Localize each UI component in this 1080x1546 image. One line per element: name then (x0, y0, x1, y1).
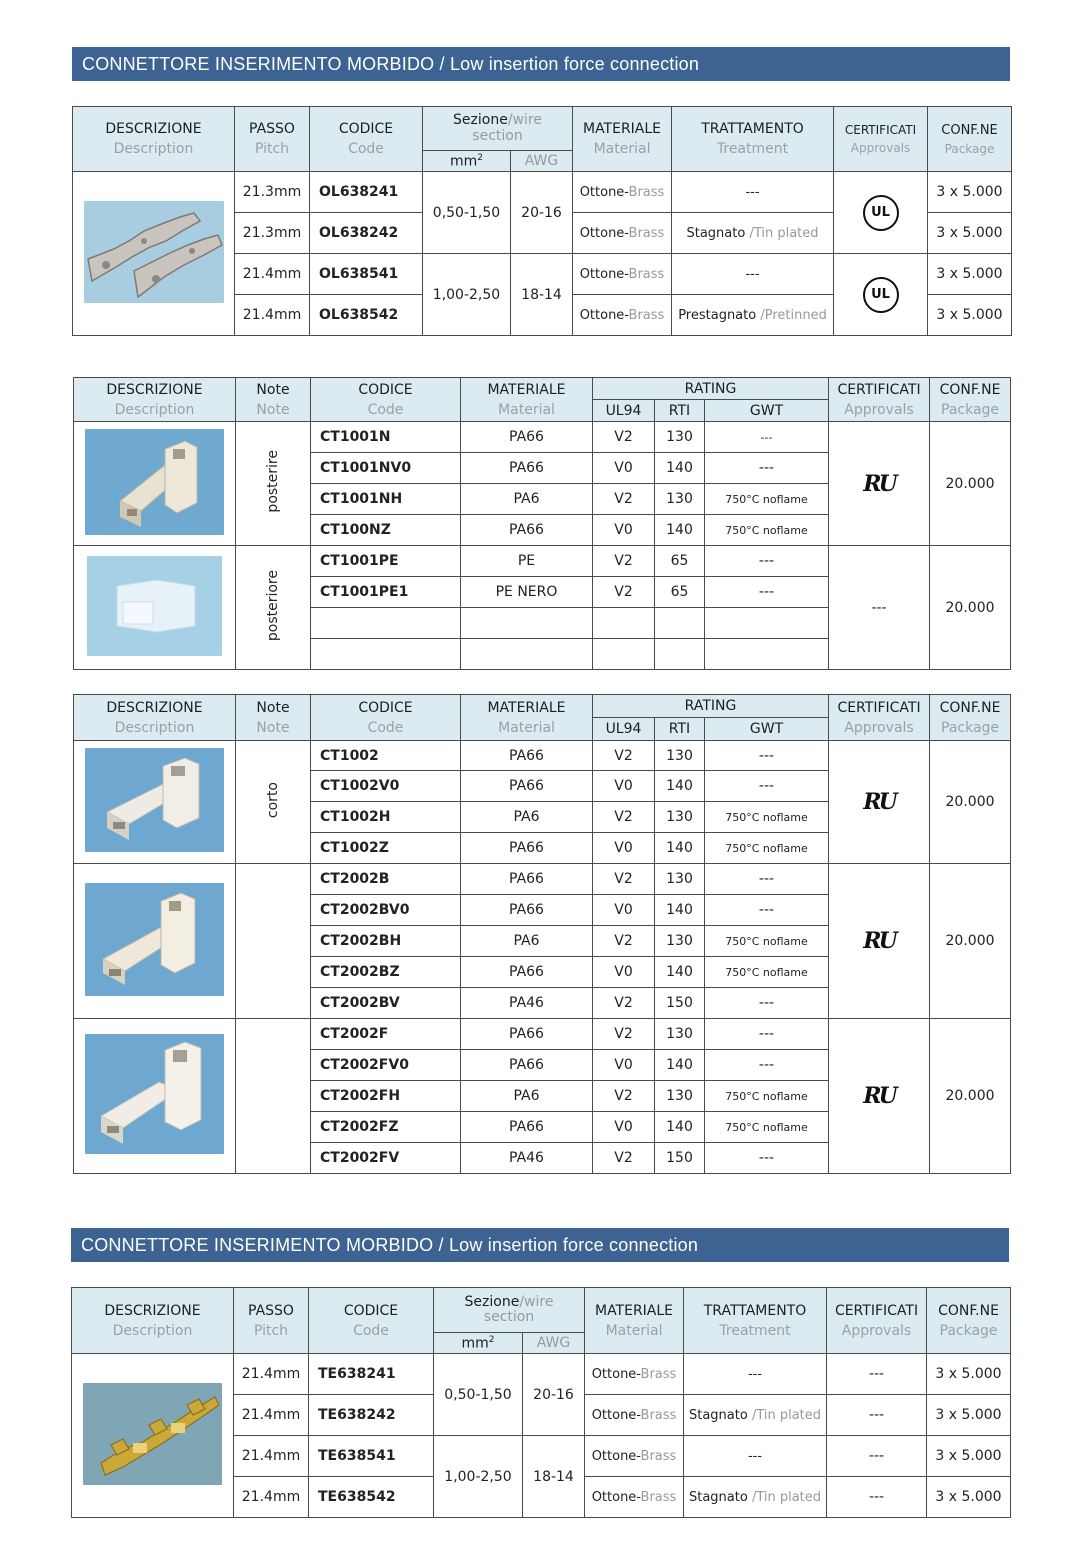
housing-photo-ct1001pe (87, 556, 222, 656)
col-header-description: DESCRIZIONE Description (74, 378, 236, 422)
rti-cell: 130 (655, 864, 705, 895)
col-header-awg: AWG (523, 1333, 585, 1354)
ul94-cell: V2 (593, 1019, 655, 1050)
code-cell: OL638242 (310, 213, 423, 254)
treatment-cell: Stagnato /Tin plated (672, 213, 834, 254)
pitch-cell: 21.4mm (234, 1477, 309, 1518)
ul94-cell: V2 (593, 422, 655, 453)
gwt-cell: 750°C noflame (705, 1112, 829, 1143)
material-cell: PA66 (461, 957, 593, 988)
code-cell: CT2002BZ (311, 957, 461, 988)
pitch-cell: 21.3mm (235, 213, 310, 254)
treatment-cell: --- (672, 172, 834, 213)
product-photo-cell (74, 741, 236, 864)
code-cell: CT2002BV0 (311, 895, 461, 926)
product-photo-cell (74, 864, 236, 1019)
rti-cell: 130 (655, 1081, 705, 1112)
rti-cell: 130 (655, 1019, 705, 1050)
code-cell: CT1002 (311, 741, 461, 771)
material-cell: PA66 (461, 895, 593, 926)
material-cell: PA6 (461, 802, 593, 833)
treatment-cell: --- (684, 1436, 827, 1477)
pitch-cell: 21.3mm (235, 172, 310, 213)
gwt-cell: --- (705, 741, 829, 771)
rti-cell: 130 (655, 802, 705, 833)
section-awg-cell: 20-16 (523, 1354, 585, 1436)
code-cell: CT1001PE1 (311, 577, 461, 608)
package-cell: 20.000 (930, 864, 1011, 1019)
col-header-code: CODICE Code (309, 1288, 434, 1354)
code-cell: CT1001NV0 (311, 453, 461, 484)
col-header-pitch: PASSO Pitch (234, 1288, 309, 1354)
code-cell: OL638541 (310, 254, 423, 295)
col-header-note: Note Note (236, 695, 311, 741)
col-header-approvals: CERTIFICATI Approvals (834, 107, 928, 172)
material-cell: Ottone-Brass (573, 254, 672, 295)
rti-cell: 140 (655, 833, 705, 864)
code-cell: CT2002B (311, 864, 461, 895)
ul94-cell: V2 (593, 577, 655, 608)
section-mm2-cell: 1,00-2,50 (434, 1436, 523, 1518)
housing-photo-ct2002b (85, 883, 224, 996)
material-cell: PA46 (461, 988, 593, 1019)
note-cell: corto (236, 741, 311, 864)
code-cell: CT2002FZ (311, 1112, 461, 1143)
col-header-material: MATERIALE Material (461, 695, 593, 741)
ul94-cell: V2 (593, 484, 655, 515)
ul-listed-logo-icon: UL (863, 195, 899, 231)
col-header-code: CODICE Code (311, 695, 461, 741)
ul94-cell: V2 (593, 864, 655, 895)
ur-recognized-logo-icon: RU (863, 1083, 895, 1109)
material-cell: Ottone-Brass (585, 1477, 684, 1518)
gwt-cell: --- (705, 422, 829, 453)
note-cell: posteriore (236, 546, 311, 670)
col-header-approvals: CERTIFICATI Approvals (827, 1288, 927, 1354)
rti-cell: 150 (655, 988, 705, 1019)
terminal-table-te (71, 1287, 1011, 1518)
ul94-cell: V0 (593, 1112, 655, 1143)
gwt-cell: --- (705, 577, 829, 608)
material-cell: PA66 (461, 422, 593, 453)
code-cell: CT1002Z (311, 833, 461, 864)
gwt-cell: 750°C noflame (705, 833, 829, 864)
empty-cell (461, 608, 593, 639)
col-header-note: Note Note (236, 378, 311, 422)
section-mm2-cell: 1,00-2,50 (423, 254, 511, 336)
material-cell: PA66 (461, 453, 593, 484)
code-cell: CT1002H (311, 802, 461, 833)
treatment-cell: Prestagnato /Pretinned (672, 295, 834, 336)
empty-cell (705, 608, 829, 639)
ul94-cell: V2 (593, 926, 655, 957)
section-banner: CONNETTORE INSERIMENTO MORBIDO / Low insertion force connection (72, 47, 1010, 81)
code-cell: CT1001NH (311, 484, 461, 515)
empty-cell (705, 639, 829, 670)
code-cell: CT1001PE (311, 546, 461, 577)
section-mm2-cell: 0,50-1,50 (434, 1354, 523, 1436)
col-header-approvals: CERTIFICATI Approvals (829, 695, 930, 741)
code-cell: CT1001N (311, 422, 461, 453)
col-header-ul94: UL94 (593, 718, 655, 741)
empty-cell (311, 639, 461, 670)
gwt-cell: --- (705, 864, 829, 895)
approval-cell (834, 172, 928, 254)
gwt-cell: 750°C noflame (705, 957, 829, 988)
material-cell: PA66 (461, 741, 593, 771)
housing-table-ct1001 (73, 377, 1011, 670)
approval-cell (829, 422, 930, 546)
material-cell: PA6 (461, 484, 593, 515)
rti-cell: 140 (655, 1112, 705, 1143)
rti-cell: 140 (655, 771, 705, 802)
approval-cell: --- (827, 1436, 927, 1477)
code-cell: TE638541 (309, 1436, 434, 1477)
ur-recognized-logo-icon: RU (863, 928, 895, 954)
material-cell: PA66 (461, 1050, 593, 1081)
col-header-pitch: PASSO Pitch (235, 107, 310, 172)
material-cell: Ottone-Brass (573, 172, 672, 213)
material-cell: Ottone-Brass (585, 1395, 684, 1436)
housing-photo-ct1002 (85, 748, 224, 852)
package-cell: 3 x 5.000 (927, 1395, 1011, 1436)
empty-cell (655, 608, 705, 639)
col-header-code: CODICE Code (311, 378, 461, 422)
section-awg-cell: 20-16 (511, 172, 573, 254)
material-cell: PE (461, 546, 593, 577)
ul94-cell: V0 (593, 771, 655, 802)
pitch-cell: 21.4mm (234, 1395, 309, 1436)
empty-cell (593, 608, 655, 639)
col-header-gwt: GWT (705, 400, 829, 422)
ul94-cell: V0 (593, 957, 655, 988)
treatment-cell: --- (684, 1354, 827, 1395)
gwt-cell: --- (705, 895, 829, 926)
pitch-cell: 21.4mm (235, 254, 310, 295)
col-header-material: MATERIALE Material (585, 1288, 684, 1354)
code-cell: CT1002V0 (311, 771, 461, 802)
col-header-material: MATERIALE Material (461, 378, 593, 422)
code-cell: CT2002FH (311, 1081, 461, 1112)
code-cell: TE638241 (309, 1354, 434, 1395)
empty-cell (655, 639, 705, 670)
col-header-rating: RATING (593, 378, 829, 400)
package-cell: 3 x 5.000 (928, 172, 1012, 213)
col-header-rti: RTI (655, 718, 705, 741)
ur-recognized-logo-icon: RU (863, 470, 895, 497)
col-header-code: CODICE Code (310, 107, 423, 172)
rti-cell: 140 (655, 515, 705, 546)
rti-cell: 140 (655, 453, 705, 484)
gwt-cell: --- (705, 453, 829, 484)
material-cell: PE NERO (461, 577, 593, 608)
gwt-cell: --- (705, 1050, 829, 1081)
gwt-cell: --- (705, 771, 829, 802)
gwt-cell: --- (705, 1143, 829, 1174)
gwt-cell: --- (705, 1019, 829, 1050)
approval-cell (829, 741, 930, 864)
material-cell: PA66 (461, 1112, 593, 1143)
material-cell: PA46 (461, 1143, 593, 1174)
ul94-cell: V0 (593, 1050, 655, 1081)
code-cell: OL638241 (310, 172, 423, 213)
package-cell: 3 x 5.000 (927, 1477, 1011, 1518)
rti-cell: 150 (655, 1143, 705, 1174)
package-cell: 20.000 (930, 741, 1011, 864)
approval-cell (829, 864, 930, 1019)
col-header-section: Sezione/wire section (434, 1288, 585, 1333)
gold-terminals-photo (83, 1383, 222, 1485)
material-cell: PA66 (461, 864, 593, 895)
gwt-cell: 750°C noflame (705, 926, 829, 957)
section-awg-cell: 18-14 (523, 1436, 585, 1518)
ul94-cell: V2 (593, 1081, 655, 1112)
section-awg-cell: 18-14 (511, 254, 573, 336)
col-header-description: DESCRIZIONE Description (74, 695, 236, 741)
section-mm2-cell: 0,50-1,50 (423, 172, 511, 254)
package-cell: 3 x 5.000 (928, 295, 1012, 336)
col-header-material: MATERIALE Material (573, 107, 672, 172)
material-cell: PA6 (461, 1081, 593, 1112)
ul94-cell: V0 (593, 453, 655, 484)
gwt-cell: 750°C noflame (705, 515, 829, 546)
empty-cell (311, 608, 461, 639)
housing-table-ct1002-ct2002 (73, 694, 1011, 1174)
empty-cell (593, 639, 655, 670)
col-header-package: CONF.NE Package (927, 1288, 1011, 1354)
section-banner: CONNETTORE INSERIMENTO MORBIDO / Low insertion force connection (71, 1228, 1009, 1262)
package-cell: 20.000 (930, 422, 1011, 546)
material-cell: PA66 (461, 771, 593, 802)
package-cell: 3 x 5.000 (927, 1354, 1011, 1395)
code-cell: TE638242 (309, 1395, 434, 1436)
treatment-cell: Stagnato /Tin plated (684, 1477, 827, 1518)
pitch-cell: 21.4mm (234, 1436, 309, 1477)
col-header-package: CONF.NE Package (930, 695, 1011, 741)
rti-cell: 65 (655, 577, 705, 608)
note-cell: posterire (236, 422, 311, 546)
col-header-ul94: UL94 (593, 400, 655, 422)
terminal-table-ol (72, 106, 1012, 336)
code-cell: TE638542 (309, 1477, 434, 1518)
approval-cell: --- (827, 1477, 927, 1518)
ul94-cell: V2 (593, 741, 655, 771)
ul94-cell: V2 (593, 546, 655, 577)
gwt-cell: 750°C noflame (705, 1081, 829, 1112)
gwt-cell: --- (705, 988, 829, 1019)
col-header-package: CONF.NE Package (928, 107, 1012, 172)
ul94-cell: V0 (593, 833, 655, 864)
ul94-cell: V2 (593, 802, 655, 833)
product-photo-cell (74, 422, 236, 546)
housing-photo-ct2002f (85, 1034, 224, 1154)
note-cell (236, 864, 311, 1019)
code-cell: CT2002BV (311, 988, 461, 1019)
col-header-rti: RTI (655, 400, 705, 422)
note-cell (236, 1019, 311, 1174)
approval-cell (834, 254, 928, 336)
material-cell: Ottone-Brass (573, 295, 672, 336)
package-cell: 3 x 5.000 (927, 1436, 1011, 1477)
col-header-mm2: $mm^2$ (423, 151, 511, 172)
approval-cell: --- (829, 546, 930, 670)
ul94-cell: V2 (593, 988, 655, 1019)
col-header-description: DESCRIZIONE Description (73, 107, 235, 172)
code-cell: CT100NZ (311, 515, 461, 546)
product-photo-cell (72, 1354, 234, 1518)
col-header-rating: RATING (593, 695, 829, 718)
col-header-description: DESCRIZIONE Description (72, 1288, 234, 1354)
product-photo-cell (74, 1019, 236, 1174)
material-cell: Ottone-Brass (573, 213, 672, 254)
material-cell: Ottone-Brass (585, 1354, 684, 1395)
rti-cell: 140 (655, 957, 705, 988)
ur-recognized-logo-icon: RU (863, 789, 895, 815)
package-cell: 3 x 5.000 (928, 254, 1012, 295)
code-cell: OL638542 (310, 295, 423, 336)
gwt-cell: 750°C noflame (705, 802, 829, 833)
material-cell: Ottone-Brass (585, 1436, 684, 1477)
material-cell: PA66 (461, 833, 593, 864)
col-header-treatment: TRATTAMENTO Treatment (684, 1288, 827, 1354)
rti-cell: 130 (655, 484, 705, 515)
package-cell: 20.000 (930, 546, 1011, 670)
product-photo-cell (74, 546, 236, 670)
col-header-approvals: CERTIFICATI Approvals (829, 378, 930, 422)
col-header-treatment: TRATTAMENTO Treatment (672, 107, 834, 172)
package-cell: 20.000 (930, 1019, 1011, 1174)
rti-cell: 140 (655, 1050, 705, 1081)
approval-cell: --- (827, 1395, 927, 1436)
material-cell: PA66 (461, 515, 593, 546)
rti-cell: 140 (655, 895, 705, 926)
material-cell: PA66 (461, 1019, 593, 1050)
material-cell: PA6 (461, 926, 593, 957)
empty-cell (461, 639, 593, 670)
ul94-cell: V0 (593, 895, 655, 926)
pitch-cell: 21.4mm (234, 1354, 309, 1395)
gwt-cell: 750°C noflame (705, 484, 829, 515)
code-cell: CT2002BH (311, 926, 461, 957)
ul94-cell: V2 (593, 1143, 655, 1174)
col-header-awg: AWG (511, 151, 573, 172)
housing-photo-ct1001n (85, 429, 224, 535)
approval-cell: --- (827, 1354, 927, 1395)
rti-cell: 65 (655, 546, 705, 577)
code-cell: CT2002FV0 (311, 1050, 461, 1081)
col-header-mm2: $mm^2$ (434, 1333, 523, 1354)
brass-terminals-photo (84, 201, 224, 303)
treatment-cell: Stagnato /Tin plated (684, 1395, 827, 1436)
rti-cell: 130 (655, 422, 705, 453)
product-photo-cell (73, 172, 235, 336)
rti-cell: 130 (655, 926, 705, 957)
treatment-cell: --- (672, 254, 834, 295)
pitch-cell: 21.4mm (235, 295, 310, 336)
col-header-gwt: GWT (705, 718, 829, 741)
ul-listed-logo-icon: UL (863, 277, 899, 313)
col-header-package: CONF.NE Package (930, 378, 1011, 422)
col-header-section: Sezione/wire section (423, 107, 573, 151)
approval-cell (829, 1019, 930, 1174)
package-cell: 3 x 5.000 (928, 213, 1012, 254)
code-cell: CT2002F (311, 1019, 461, 1050)
rti-cell: 130 (655, 741, 705, 771)
code-cell: CT2002FV (311, 1143, 461, 1174)
gwt-cell: --- (705, 546, 829, 577)
ul94-cell: V0 (593, 515, 655, 546)
